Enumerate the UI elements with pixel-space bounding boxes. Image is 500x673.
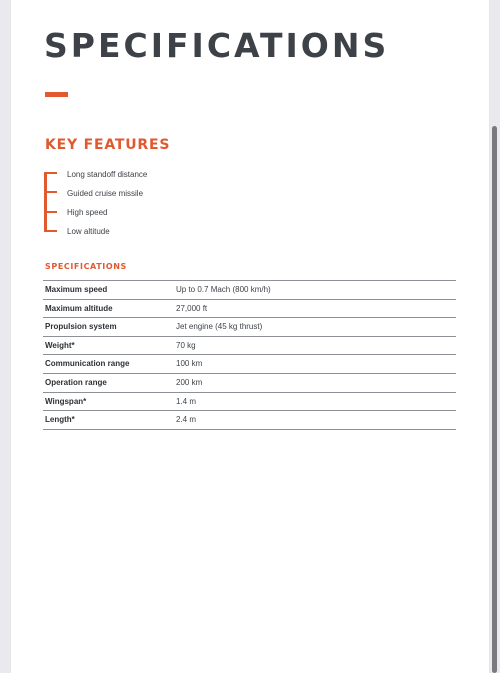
- table-row: [43, 318, 456, 337]
- spec-value: 27,000 ft: [176, 303, 208, 313]
- spec-label: Maximum speed: [45, 285, 108, 294]
- table-row: [43, 300, 456, 319]
- table-row: [43, 355, 456, 374]
- scrollbar-thumb[interactable]: [492, 126, 497, 673]
- specifications-heading: SPECIFICATIONS: [45, 262, 127, 271]
- key-features-tick: [44, 211, 57, 213]
- spec-label: Maximum altitude: [45, 303, 113, 313]
- key-feature-item: Long standoff distance: [67, 170, 148, 179]
- table-row: [43, 393, 456, 412]
- key-feature-item: Low altitude: [67, 227, 110, 236]
- table-row: [43, 281, 456, 300]
- table-row: [43, 411, 456, 430]
- spec-label: Wingspan*: [45, 396, 87, 406]
- key-features-bracket: [44, 172, 47, 232]
- spec-value: 1.4 m: [176, 396, 197, 406]
- key-features-tick: [44, 191, 57, 193]
- key-features-tick: [44, 230, 57, 232]
- table-row: [43, 374, 456, 393]
- spec-label: Communication range: [45, 359, 130, 369]
- spec-value: 2.4 m: [176, 415, 197, 425]
- key-features-tick: [44, 172, 57, 174]
- title-accent-rule: [45, 92, 68, 97]
- document-page: [11, 0, 489, 673]
- spec-value: Up to 0.7 Mach (800 km/h): [176, 285, 271, 294]
- spec-value: Jet engine (45 kg thrust): [176, 322, 263, 332]
- specifications-table: [43, 280, 456, 430]
- spec-value: 70 kg: [176, 340, 196, 350]
- spec-label: Length*: [45, 415, 75, 425]
- table-row: [43, 337, 456, 356]
- spec-label: Propulsion system: [45, 322, 117, 332]
- page-title: SPECIFICATIONS: [44, 26, 390, 65]
- spec-label: Weight*: [45, 340, 75, 350]
- spec-value: 100 km: [176, 359, 203, 369]
- spec-value: 200 km: [176, 377, 203, 387]
- key-features-heading: KEY FEATURES: [45, 137, 171, 153]
- vertical-scrollbar[interactable]: [492, 0, 497, 673]
- spec-label: Operation range: [45, 377, 107, 387]
- key-feature-item: High speed: [67, 208, 108, 217]
- key-feature-item: Guided cruise missile: [67, 189, 144, 198]
